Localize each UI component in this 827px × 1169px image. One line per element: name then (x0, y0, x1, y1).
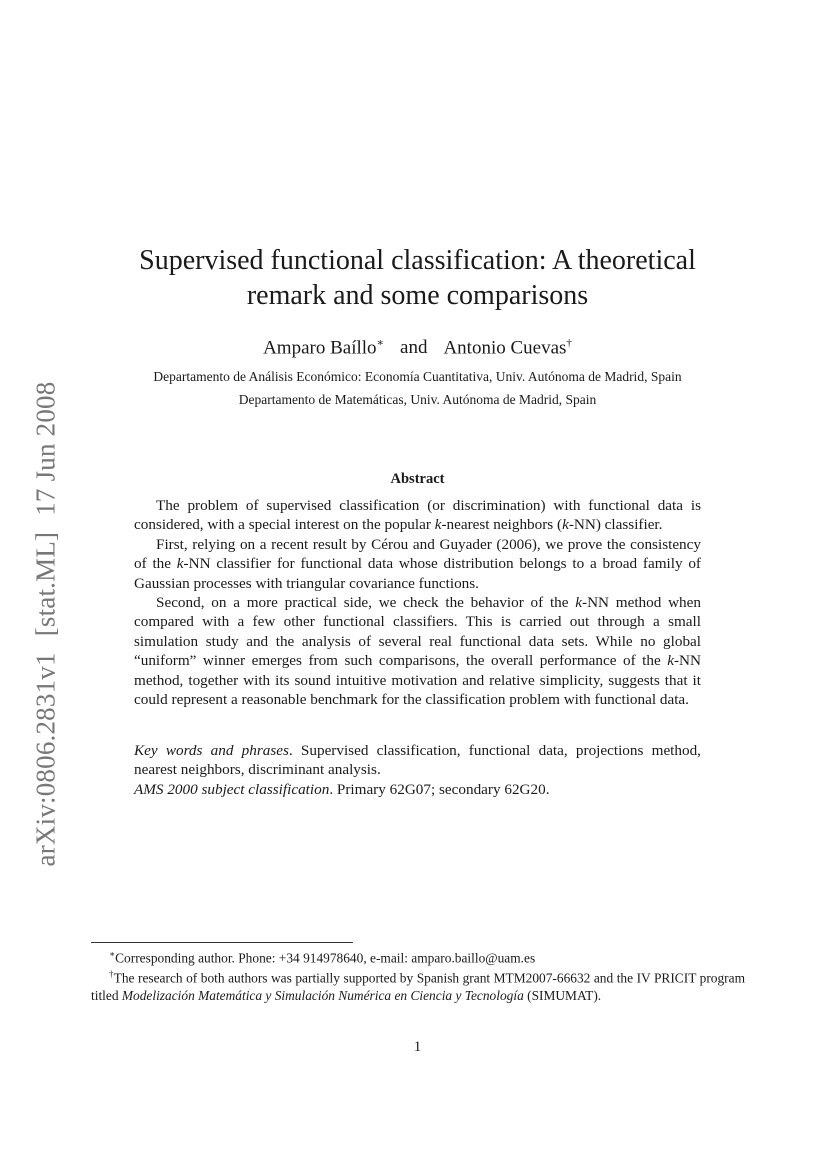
footnote-rule (91, 942, 353, 943)
affiliation-1: Departamento de Análisis Económico: Economía Cuantitativa, Univ. Autónoma de Madrid, Spain (153, 369, 682, 384)
footnote-2-mark: † (109, 969, 114, 980)
author-conjunction: and (400, 337, 428, 359)
abstract-paragraph-3 (134, 593, 701, 709)
abstract-p3-k-1: k (575, 594, 583, 612)
keywords-text: . Supervised classification, functional data, projections method, nearest neighbors, discriminant analysis. (134, 742, 701, 779)
footnote-2 (91, 966, 745, 1003)
abstract-paragraph-2 (134, 535, 701, 593)
abstract-paragraph-1 (134, 496, 701, 535)
title-line-2: remark and some comparisons (246, 280, 589, 311)
footnotes (91, 946, 745, 1004)
abstract-p1-text-b: -nearest neighbors ( (441, 516, 563, 534)
ams-label: AMS 2000 subject classification (134, 780, 330, 798)
abstract-p1-k-1: k (434, 516, 442, 534)
abstract-p1-text-a: The problem of supervised classification (or discrimination) with functional data is considered, with a special interest on the popular (134, 497, 701, 534)
affiliation-2: Departamento de Matemáticas, Univ. Autónoma de Madrid, Spain (238, 392, 597, 407)
title-line-1: Supervised functional classification: A theoretical (139, 245, 696, 276)
author-1-footnote-mark: ∗ (376, 337, 385, 349)
keywords-block (134, 741, 701, 799)
footnote-1-mark: ∗ (109, 949, 116, 959)
footnote-1 (91, 946, 745, 966)
abstract-p1-text-c: -NN) classifier. (568, 516, 663, 534)
abstract-p1-k-2: k (562, 516, 569, 534)
footnote-2-text-b: (SIMUMAT). (523, 987, 602, 1003)
ams-classification-line (134, 780, 701, 799)
arxiv-category: [stat.ML] (30, 531, 61, 637)
keywords-line (134, 741, 701, 780)
abstract-p2-text-b: -NN classifier for functional data whose distribution belongs to a broad family of Gaussian processes with triangular covariance functions. (134, 555, 701, 592)
footnote-2-text-a: The research of both authors was partially supported by Spanish grant MTM2007-66632 and the IV PRICIT program titled (91, 970, 746, 1003)
arxiv-date: 17 Jun 2008 (30, 381, 61, 516)
abstract-body (134, 496, 701, 709)
abstract-p3-text-b: -NN method when compared with a few other functional classifiers. This is carried out through a small simulation study and the analysis of several real functional data sets. While no global “uniform” winner emerges from such comparisons, the overall performance of the (134, 594, 701, 670)
ams-text: . Primary 62G07; secondary 62G20. (329, 780, 550, 798)
author-2: Antonio Cuevas (443, 337, 567, 359)
author-2-footnote-mark: † (566, 337, 572, 349)
abstract-p2-text-a: First, relying on a recent result by Cérou and Guyader (2006), we prove the consistency of the (134, 535, 701, 573)
abstract-p3-text-a: Second, on a more practical side, we check the behavior of the (156, 594, 576, 612)
footnote-2-program-title: Modelización Matemática y Simulación Numérica en Ciencia y Tecnología (121, 987, 524, 1003)
footnote-1-text: Corresponding author. Phone: +34 914978640, e-mail: amparo.baillo@uam.es (115, 950, 536, 966)
page-number: 1 (413, 1039, 422, 1055)
abstract-p2-k-1: k (176, 555, 184, 573)
paper-title (90, 243, 745, 313)
author-list (90, 336, 745, 359)
arxiv-id: arXiv:0806.2831v1 (30, 652, 61, 867)
abstract-heading: Abstract (390, 471, 445, 487)
arxiv-identifier-sidebar (31, 382, 62, 867)
abstract-p3-k-2: k (667, 652, 674, 670)
abstract-p3-text-c: -NN method, together with its sound intuitive motivation and relative simplicity, suggests that it could represent a reasonable benchmark for the classification problem with functional data. (134, 652, 701, 709)
author-1: Amparo Baíllo (263, 337, 377, 359)
keywords-label: Key words and phrases (134, 742, 289, 759)
